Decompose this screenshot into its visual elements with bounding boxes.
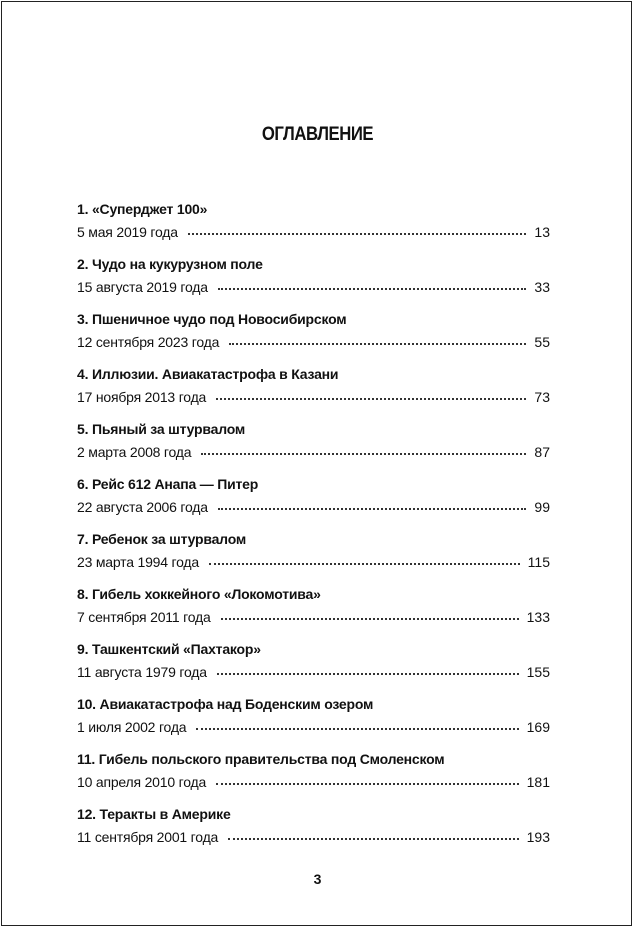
toc-entry-date: 2 марта 2008 года	[77, 444, 192, 460]
dot-leader	[229, 342, 526, 345]
toc-entry-page: 181	[526, 774, 550, 790]
toc-entry-title: 4. Иллюзии. Авиакатастрофа в Казани	[77, 366, 339, 382]
toc-entry-title: 1. «Суперджет 100»	[77, 201, 208, 217]
toc-entry-2[interactable]	[77, 254, 550, 309]
toc-entry-5[interactable]	[77, 419, 550, 474]
dot-leader	[228, 837, 519, 840]
toc-entry-4[interactable]	[77, 364, 550, 419]
toc-entry-date: 11 августа 1979 года	[77, 664, 207, 680]
table-of-contents	[77, 199, 550, 859]
toc-entry-page: 99	[534, 499, 550, 515]
toc-entry-line	[77, 387, 550, 407]
toc-entry-1[interactable]	[77, 199, 550, 254]
toc-entry-date: 11 сентября 2001 года	[77, 829, 219, 845]
toc-entry-title: 10. Авиакатастрофа над Боденским озером	[77, 696, 374, 712]
toc-entry-line	[77, 827, 550, 847]
toc-entry-page: 13	[534, 224, 550, 240]
toc-entry-date: 1 июля 2002 года	[77, 719, 187, 735]
toc-entry-11[interactable]	[77, 749, 550, 804]
toc-entry-7[interactable]	[77, 529, 550, 584]
toc-entry-page: 33	[534, 279, 550, 295]
dot-leader	[218, 287, 527, 290]
dot-leader	[216, 782, 519, 785]
toc-entry-title: 9. Ташкентский «Пахтакор»	[77, 641, 261, 657]
toc-entry-page: 133	[526, 609, 550, 625]
toc-entry-title: 7. Ребенок за штурвалом	[77, 531, 247, 547]
dot-leader	[216, 397, 526, 400]
toc-entry-page: 155	[526, 664, 550, 680]
toc-entry-title: 5. Пьяный за штурвалом	[77, 421, 246, 437]
page-number: 3	[313, 871, 322, 887]
toc-entry-line	[77, 607, 550, 627]
page-title: ОГЛАВЛЕНИЕ	[261, 124, 374, 145]
dot-leader	[196, 727, 518, 730]
toc-entry-line	[77, 717, 550, 737]
dot-leader	[188, 232, 527, 235]
toc-entry-date: 17 ноября 2013 года	[77, 389, 207, 405]
toc-entry-title: 12. Теракты в Америке	[77, 806, 231, 822]
toc-entry-line	[77, 772, 550, 792]
dot-leader	[201, 452, 526, 455]
toc-entry-date: 12 сентября 2023 года	[77, 334, 220, 350]
toc-entry-title: 2. Чудо на кукурузном поле	[77, 256, 263, 272]
toc-entry-page: 169	[526, 719, 550, 735]
toc-entry-title: 11. Гибель польского правительства под Смоленском	[77, 751, 445, 767]
toc-entry-date: 7 сентября 2011 года	[77, 609, 211, 625]
toc-entry-page: 87	[534, 444, 550, 460]
toc-entry-10[interactable]	[77, 694, 550, 749]
toc-entry-page: 73	[534, 389, 550, 405]
dot-leader	[209, 562, 520, 565]
dot-leader	[221, 617, 519, 620]
dot-leader	[218, 507, 527, 510]
toc-entry-date: 5 мая 2019 года	[77, 224, 178, 240]
toc-entry-line	[77, 552, 550, 572]
toc-entry-date: 23 марта 1994 года	[77, 554, 199, 570]
toc-entry-page: 193	[526, 829, 550, 845]
toc-entry-line	[77, 277, 550, 297]
toc-entry-title: 3. Пшеничное чудо под Новосибирском	[77, 311, 347, 327]
toc-entry-page: 55	[534, 334, 550, 350]
toc-entry-date: 22 августа 2006 года	[77, 499, 208, 515]
toc-entry-12[interactable]	[77, 804, 550, 859]
toc-entry-line	[77, 497, 550, 517]
toc-entry-line	[77, 662, 550, 682]
toc-entry-3[interactable]	[77, 309, 550, 364]
toc-entry-9[interactable]	[77, 639, 550, 694]
toc-entry-date: 15 августа 2019 года	[77, 279, 208, 295]
toc-entry-line	[77, 332, 550, 352]
toc-entry-date: 10 апреля 2010 года	[77, 774, 207, 790]
toc-entry-title: 6. Рейс 612 Анапа — Питер	[77, 476, 259, 492]
toc-entry-6[interactable]	[77, 474, 550, 529]
toc-entry-page: 115	[527, 554, 550, 570]
toc-entry-line	[77, 222, 550, 242]
toc-entry-8[interactable]	[77, 584, 550, 639]
toc-entry-title: 8. Гибель хоккейного «Локомотива»	[77, 586, 321, 602]
toc-entry-line	[77, 442, 550, 462]
dot-leader	[217, 672, 519, 675]
